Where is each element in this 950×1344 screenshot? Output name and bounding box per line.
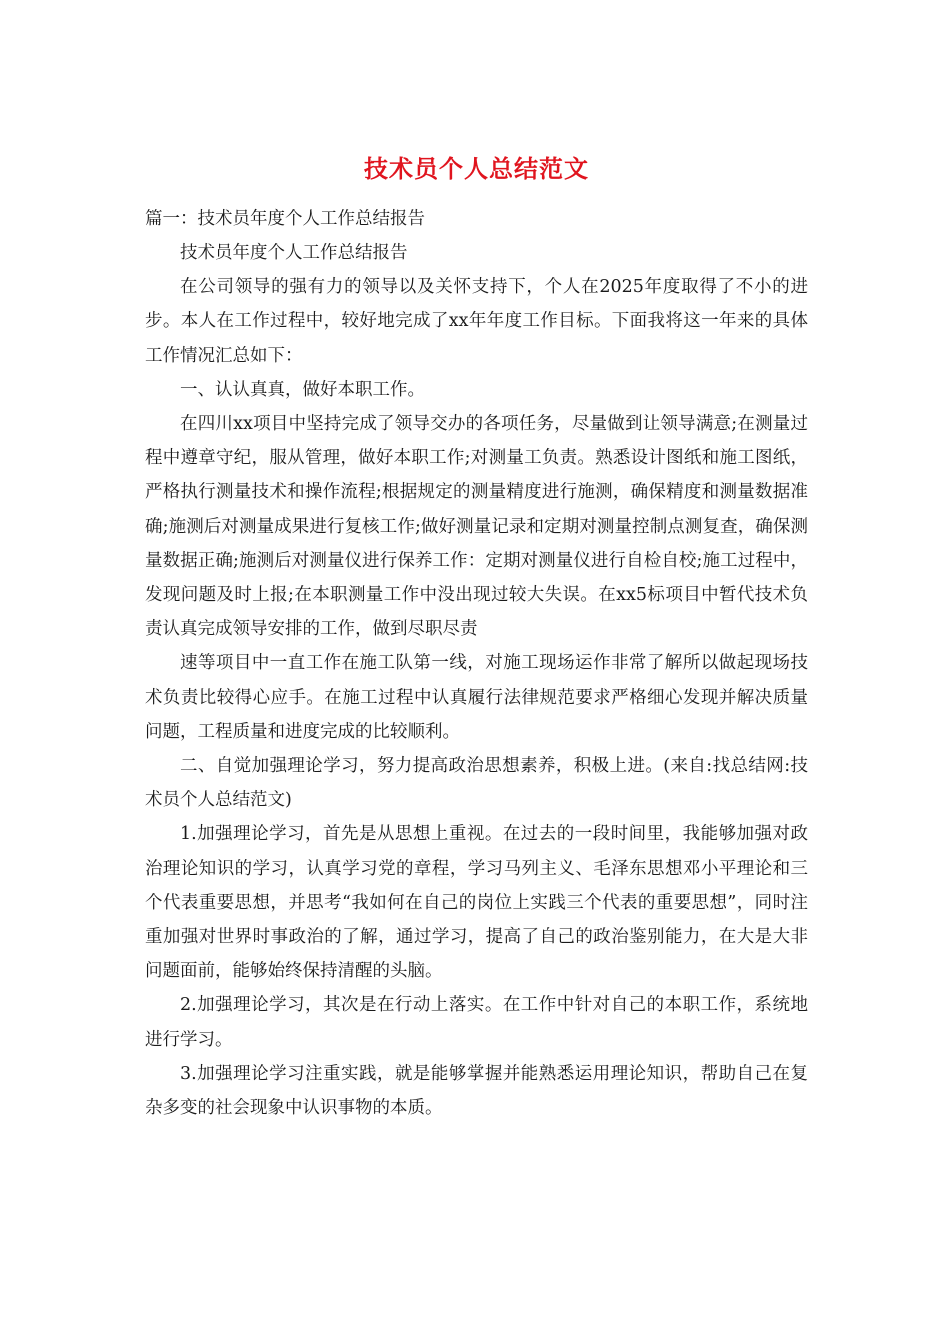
section-heading-1: 一、认认真真，做好本职工作。 — [180, 379, 425, 400]
list-item-3: 3.加强理论学习注重实践，就是能够掌握并能熟悉运用理论知识，帮助自己在复杂多变的社会现象中认识事物的本质。 — [145, 1063, 808, 1119]
section-heading-2: 二、自觉加强理论学习，努力提高政治思想素养，积极上进。(来自:找总结网:技术员个人总结范文) — [145, 756, 808, 811]
document-title: 技术员个人总结范文 — [364, 154, 589, 183]
intro-paragraph: 在公司领导的强有力的领导以及关怀支持下，个人在2025年度取得了不小的进步。本人在工作过程中，较好地完成了xx年年度工作目标。下面我将这一年来的具体工作情况汇总如下： — [145, 277, 808, 366]
report-subtitle: 技术员年度个人工作总结报告 — [180, 243, 408, 263]
list-item-1: 1.加强理论学习，首先是从思想上重视。在过去的一段时间里，我能够加强对政治理论知识的学习，认真学习党的章程，学习马列主义、毛泽东思想邓小平理论和三个代表重要思想，并思考“我如何在自己的岗位上实践三个代表的重要思想”，同时注重加强对世界时事政治的了解，通过学习，提高了自己的政治鉴别能力，在大是大非问题面前，能够始终保持清醒的头脑。 — [145, 824, 808, 982]
body-paragraph: 速等项目中一直工作在施工队第一线，对施工现场运作非常了解所以做起现场技术负责比较得心应手。在施工过程中认真履行法律规范要求严格细心发现并解决质量问题，工程质量和进度完成的比较顺利。 — [145, 653, 808, 742]
body-paragraph: 在四川xx项目中坚持完成了领导交办的各项任务，尽量做到让领导满意;在测量过程中遵章守纪，服从管理，做好本职工作;对测量工负责。熟悉设计图纸和施工图纸，严格执行测量技术和操作流程;根据规定的测量精度进行施测，确保精度和测量数据准确;施测后对测量成果进行复核工作;做好测量记录和定期对测量控制点测复查，确保测量数据正确;施测后对测量仪进行保养工作：定期对测量仪进行自检自校;施工过程中，发现问题及时上报;在本职测量工作中没出现过较大失误。在xx5标项目中暂代技术负责认真完成领导安排的工作，做到尽职尽责 — [145, 414, 808, 640]
article-heading: 篇一：技术员年度个人工作总结报告 — [145, 209, 425, 229]
list-item-2: 2.加强理论学习，其次是在行动上落实。在工作中针对自己的本职工作，系统地进行学习。 — [145, 995, 808, 1050]
